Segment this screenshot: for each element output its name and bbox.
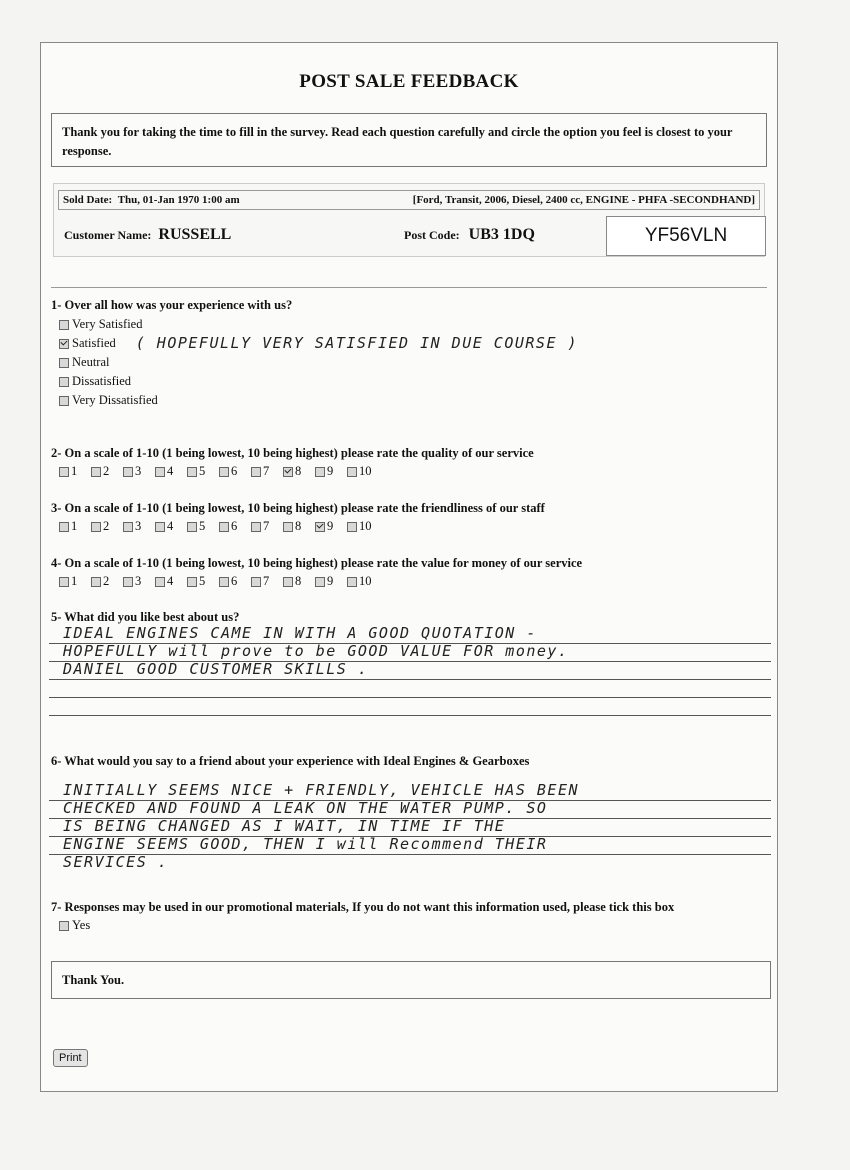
q7-option-yes[interactable]: Yes [59,916,90,935]
checkbox[interactable] [251,577,261,587]
question-7: 7- Responses may be used in our promotional materials, If you do not want this information used, please tick this box [51,900,675,914]
answer-line: CHECKED AND FOUND A LEAK ON THE WATER PUMP. SO [49,801,771,819]
q6-answer-lines[interactable] [49,783,771,872]
checkbox[interactable] [251,522,261,532]
q2-scale-option[interactable]: 5 [187,464,219,479]
q4-scale-option[interactable]: 7 [251,574,283,589]
vehicle-details: [Ford, Transit, 2006, Diesel, 2400 cc, ENGINE - PHFA -SECONDHAND] [412,194,755,206]
checkbox[interactable] [123,467,133,477]
checkbox-checked[interactable] [283,467,293,477]
checkbox[interactable] [59,921,69,931]
q4-scale-option[interactable]: 1 [59,574,91,589]
handwritten-note: ( HOPEFULLY VERY SATISFIED IN DUE COURSE ) [135,334,579,352]
checkbox[interactable] [91,522,101,532]
customer-name: Customer Name: RUSSELL [64,226,232,243]
checkbox[interactable] [315,577,325,587]
question-2: 2- On a scale of 1-10 (1 being lowest, 10 being highest) please rate the quality of our service [51,446,534,460]
q3-scale-option[interactable]: 7 [251,519,283,534]
checkbox[interactable] [187,522,197,532]
q4-scale-option[interactable]: 4 [155,574,187,589]
q1-option[interactable]: Very Dissatisfied [59,391,578,410]
thank-you-box: Thank You. [51,961,771,999]
intro-text: Thank you for taking the time to fill in the survey. Read each question carefully and circle the option you feel is closest to your response. [51,113,767,167]
checkbox[interactable] [91,577,101,587]
checkbox[interactable] [155,467,165,477]
q2-scale-option[interactable]: 2 [91,464,123,479]
sold-date-row [58,190,760,210]
page-title: POST SALE FEEDBACK [299,71,519,92]
checkbox[interactable] [219,522,229,532]
checkbox[interactable] [59,467,69,477]
q4-scale-option[interactable]: 6 [219,574,251,589]
checkbox[interactable] [315,467,325,477]
checkbox[interactable] [347,522,357,532]
q4-scale-option[interactable]: 2 [91,574,123,589]
q3-scale-option[interactable]: 10 [347,519,379,534]
q3-scale-option[interactable]: 4 [155,519,187,534]
sold-date: Sold Date: Thu, 01-Jan 1970 1:00 am [63,194,240,206]
q2-scale-option[interactable]: 1 [59,464,91,479]
q5-answer-lines[interactable] [49,626,771,716]
q2-scale-option[interactable]: 8 [283,464,315,479]
checkbox[interactable] [347,577,357,587]
answer-line [49,680,771,698]
question-4: 4- On a scale of 1-10 (1 being lowest, 10 being highest) please rate the value for money of our service [51,556,583,570]
q3-scale-option[interactable]: 1 [59,519,91,534]
answer-line: INITIALLY SEEMS NICE + FRIENDLY, VEHICLE HAS BEEN [49,783,771,801]
checkbox[interactable] [251,467,261,477]
section-divider [51,287,767,288]
q1-options [59,315,578,410]
question-3: 3- On a scale of 1-10 (1 being lowest, 10 being highest) please rate the friendliness of our staff [51,501,545,515]
checkbox[interactable] [59,377,69,387]
checkbox[interactable] [59,358,69,368]
q3-scale-option[interactable]: 9 [315,519,347,534]
q2-scale-option[interactable]: 10 [347,464,379,479]
sale-info-box [53,183,765,257]
q2-scale-option[interactable]: 3 [123,464,155,479]
answer-line: ENGINE SEEMS GOOD, THEN I will Recommend THEIR [49,837,771,855]
checkbox[interactable] [59,522,69,532]
q3-scale-option[interactable]: 8 [283,519,315,534]
q1-option[interactable]: Very Satisfied [59,315,578,334]
q3-scale-option[interactable]: 3 [123,519,155,534]
q3-scale-option[interactable]: 6 [219,519,251,534]
checkbox-checked[interactable] [59,339,69,349]
answer-line: IDEAL ENGINES CAME IN WITH A GOOD QUOTATION - [49,626,771,644]
checkbox[interactable] [59,577,69,587]
checkbox[interactable] [59,396,69,406]
question-5: 5- What did you like best about us? [51,610,240,624]
question-1: 1- Over all how was your experience with us? [51,298,293,312]
q2-scale-option[interactable]: 9 [315,464,347,479]
feedback-form [40,42,778,1092]
checkbox[interactable] [219,577,229,587]
checkbox[interactable] [283,577,293,587]
checkbox[interactable] [187,577,197,587]
q2-scale [59,464,379,479]
checkbox-checked[interactable] [315,522,325,532]
answer-line: SERVICES . [63,853,169,871]
q3-scale-option[interactable]: 2 [91,519,123,534]
registration-plate: YF56VLN [606,216,766,256]
q7-options [59,916,90,935]
checkbox[interactable] [155,577,165,587]
q4-scale-option[interactable]: 5 [187,574,219,589]
q4-scale-option[interactable]: 3 [123,574,155,589]
print-button[interactable]: Print [53,1049,88,1067]
q4-scale-option[interactable]: 9 [315,574,347,589]
checkbox[interactable] [187,467,197,477]
q1-option[interactable]: Dissatisfied [59,372,578,391]
answer-line: HOPEFULLY will prove to be GOOD VALUE FOR money. [49,644,771,662]
answer-line: IS BEING CHANGED AS I WAIT, IN TIME IF THE [49,819,771,837]
q4-scale-option[interactable]: 8 [283,574,315,589]
q3-scale-option[interactable]: 5 [187,519,219,534]
q2-scale-option[interactable]: 7 [251,464,283,479]
q4-scale [59,574,379,589]
answer-line [49,698,771,716]
checkbox[interactable] [123,522,133,532]
checkbox[interactable] [91,467,101,477]
checkbox[interactable] [219,467,229,477]
q4-scale-option[interactable]: 10 [347,574,379,589]
q1-option[interactable]: Neutral [59,353,578,372]
q2-scale-option[interactable]: 4 [155,464,187,479]
question-6: 6- What would you say to a friend about your experience with Ideal Engines & Gearboxes [51,754,530,768]
q1-option[interactable]: Satisfied ( HOPEFULLY VERY SATISFIED IN DUE COURSE ) [59,334,578,353]
checkbox[interactable] [347,467,357,477]
q2-scale-option[interactable]: 6 [219,464,251,479]
answer-line: DANIEL GOOD CUSTOMER SKILLS . [49,662,771,680]
checkbox[interactable] [123,577,133,587]
checkbox[interactable] [283,522,293,532]
checkbox[interactable] [155,522,165,532]
checkbox[interactable] [59,320,69,330]
q3-scale [59,519,379,534]
post-code: Post Code: UB3 1DQ [404,226,535,243]
